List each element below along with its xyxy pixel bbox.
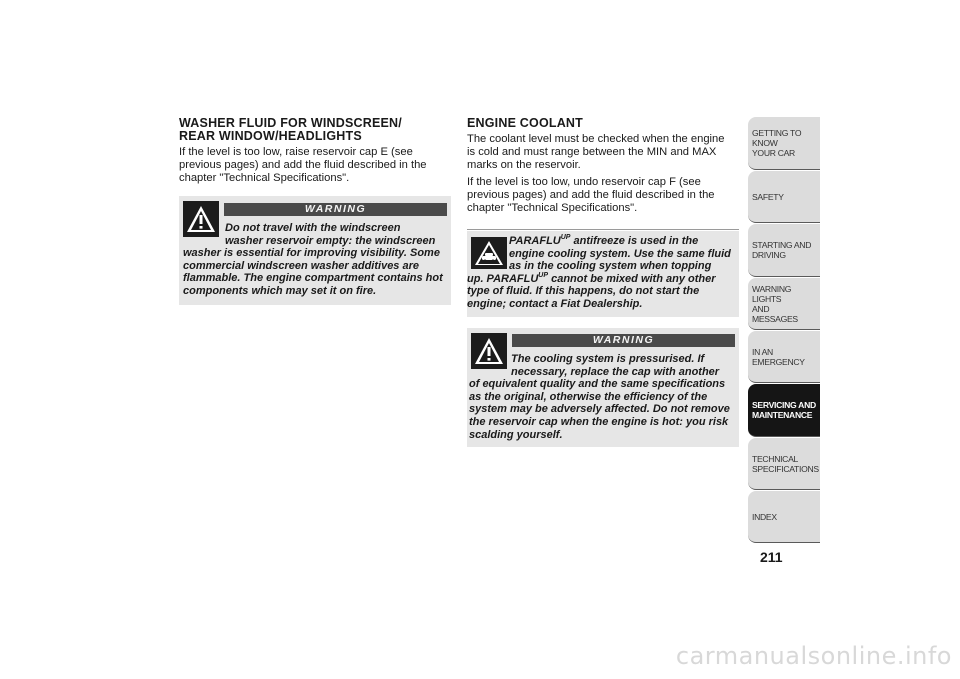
warning-line-2: washer reservoir empty: the windscreen [225,234,436,247]
brand-sup: UP [560,234,571,241]
washer-warning-text [183,222,448,298]
tab-label-line-2: DRIVING [752,250,786,260]
washer-warning-box [179,196,451,305]
warning-line-1: Do not travel with the windscreen [225,222,401,234]
note-line-1 [467,235,737,248]
tab-in-an-emergency[interactable] [748,331,820,383]
tab-starting-and-driving[interactable] [748,224,820,277]
tab-label-line-2: YOUR CAR [752,148,795,158]
coolant-warning-box [467,328,739,447]
note-line-1-rest: antifreeze is used in the [570,235,699,247]
note-line-2: engine cooling system. Use the same fluid [509,247,731,260]
tab-label-line-2: MAINTENANCE [752,410,813,420]
engine-coolant-heading: ENGINE COOLANT [467,116,583,130]
brand-name: PARAFLU [509,235,561,247]
note-line-4-pre: up. PARAFLU [467,272,539,285]
warning-line-1: The cooling system is pressurised. If [511,353,705,365]
tab-label-line-1: GETTING TO KNOW [752,128,802,148]
tab-label-line-1: TECHNICAL [752,453,799,464]
tab-label-line-2: AND MESSAGES [752,303,798,324]
brand-sup-2: UP [538,271,549,279]
warning-title: WARNING [512,334,735,347]
note-rest: type of fluid. If this happens, do not start the engine; contact a Fiat Dealership. [467,285,700,310]
heading-line-1: WASHER FLUID FOR WINDSCREEN/ [179,116,402,130]
tab-technical-specifications[interactable] [748,438,820,490]
tab-label-line-1: WARNING LIGHTS [752,283,792,304]
tab-index[interactable] [748,491,820,543]
page-number: 211 [760,549,783,565]
warning-rest: washer is essential for improving visibility. Some commercial windscreen washer additives are flammable. The engine compartment contains hot components which may set it on fire. [183,247,443,297]
note-line-4 [467,273,716,285]
tab-label-line-1: SAFETY [752,191,784,202]
coolant-paragraph-1: The coolant level must be checked when the engine is cold and must range between the MIN and MAX marks on the reservoir. [467,133,725,171]
watermark: carmanualsonline.info [675,642,952,670]
tab-label-line-1: STARTING AND [752,240,812,250]
coolant-paragraph-2: If the level is too low, undo reservoir cap F (see previous pages) and add the fluid described in the chapter "Technical Specifications". [467,176,715,214]
tab-servicing-and-maintenance[interactable] [748,384,820,437]
note-line-3: as in the cooling system when topping [509,260,712,273]
washer-fluid-text: If the level is too low, raise reservoir cap E (see previous pages) and add the fluid described in the chapter "Technical Specifications". [179,146,427,184]
washer-fluid-heading [179,117,402,143]
tab-label-line-1: SERVICING AND [752,400,816,410]
paraflu-note-box [467,231,739,317]
tab-getting-to-know[interactable] [748,117,820,170]
tab-label-line-1: IN AN EMERGENCY [752,346,805,367]
tab-label-line-2: SPECIFICATIONS [752,463,819,474]
divider [467,229,739,230]
warning-rest: of equivalent quality and the same specifications as the original, otherwise the efficiency of the system may be adversely affected. Do not remove the reservoir cap when the engine is hot: you risk scalding yourself. [469,378,730,441]
heading-line-2: REAR WINDOW/HEADLIGHTS [179,129,362,143]
tab-label-line-1: INDEX [752,511,777,522]
warning-line-2: necessary, replace the cap with another [511,365,720,378]
tab-safety[interactable] [748,171,820,223]
note-line-4-rest: cannot be mixed with any other [548,272,716,285]
paraflu-note-text [467,235,737,311]
tab-warning-lights[interactable] [748,278,820,330]
warning-title: WARNING [224,203,447,216]
coolant-warning-text [469,353,737,441]
